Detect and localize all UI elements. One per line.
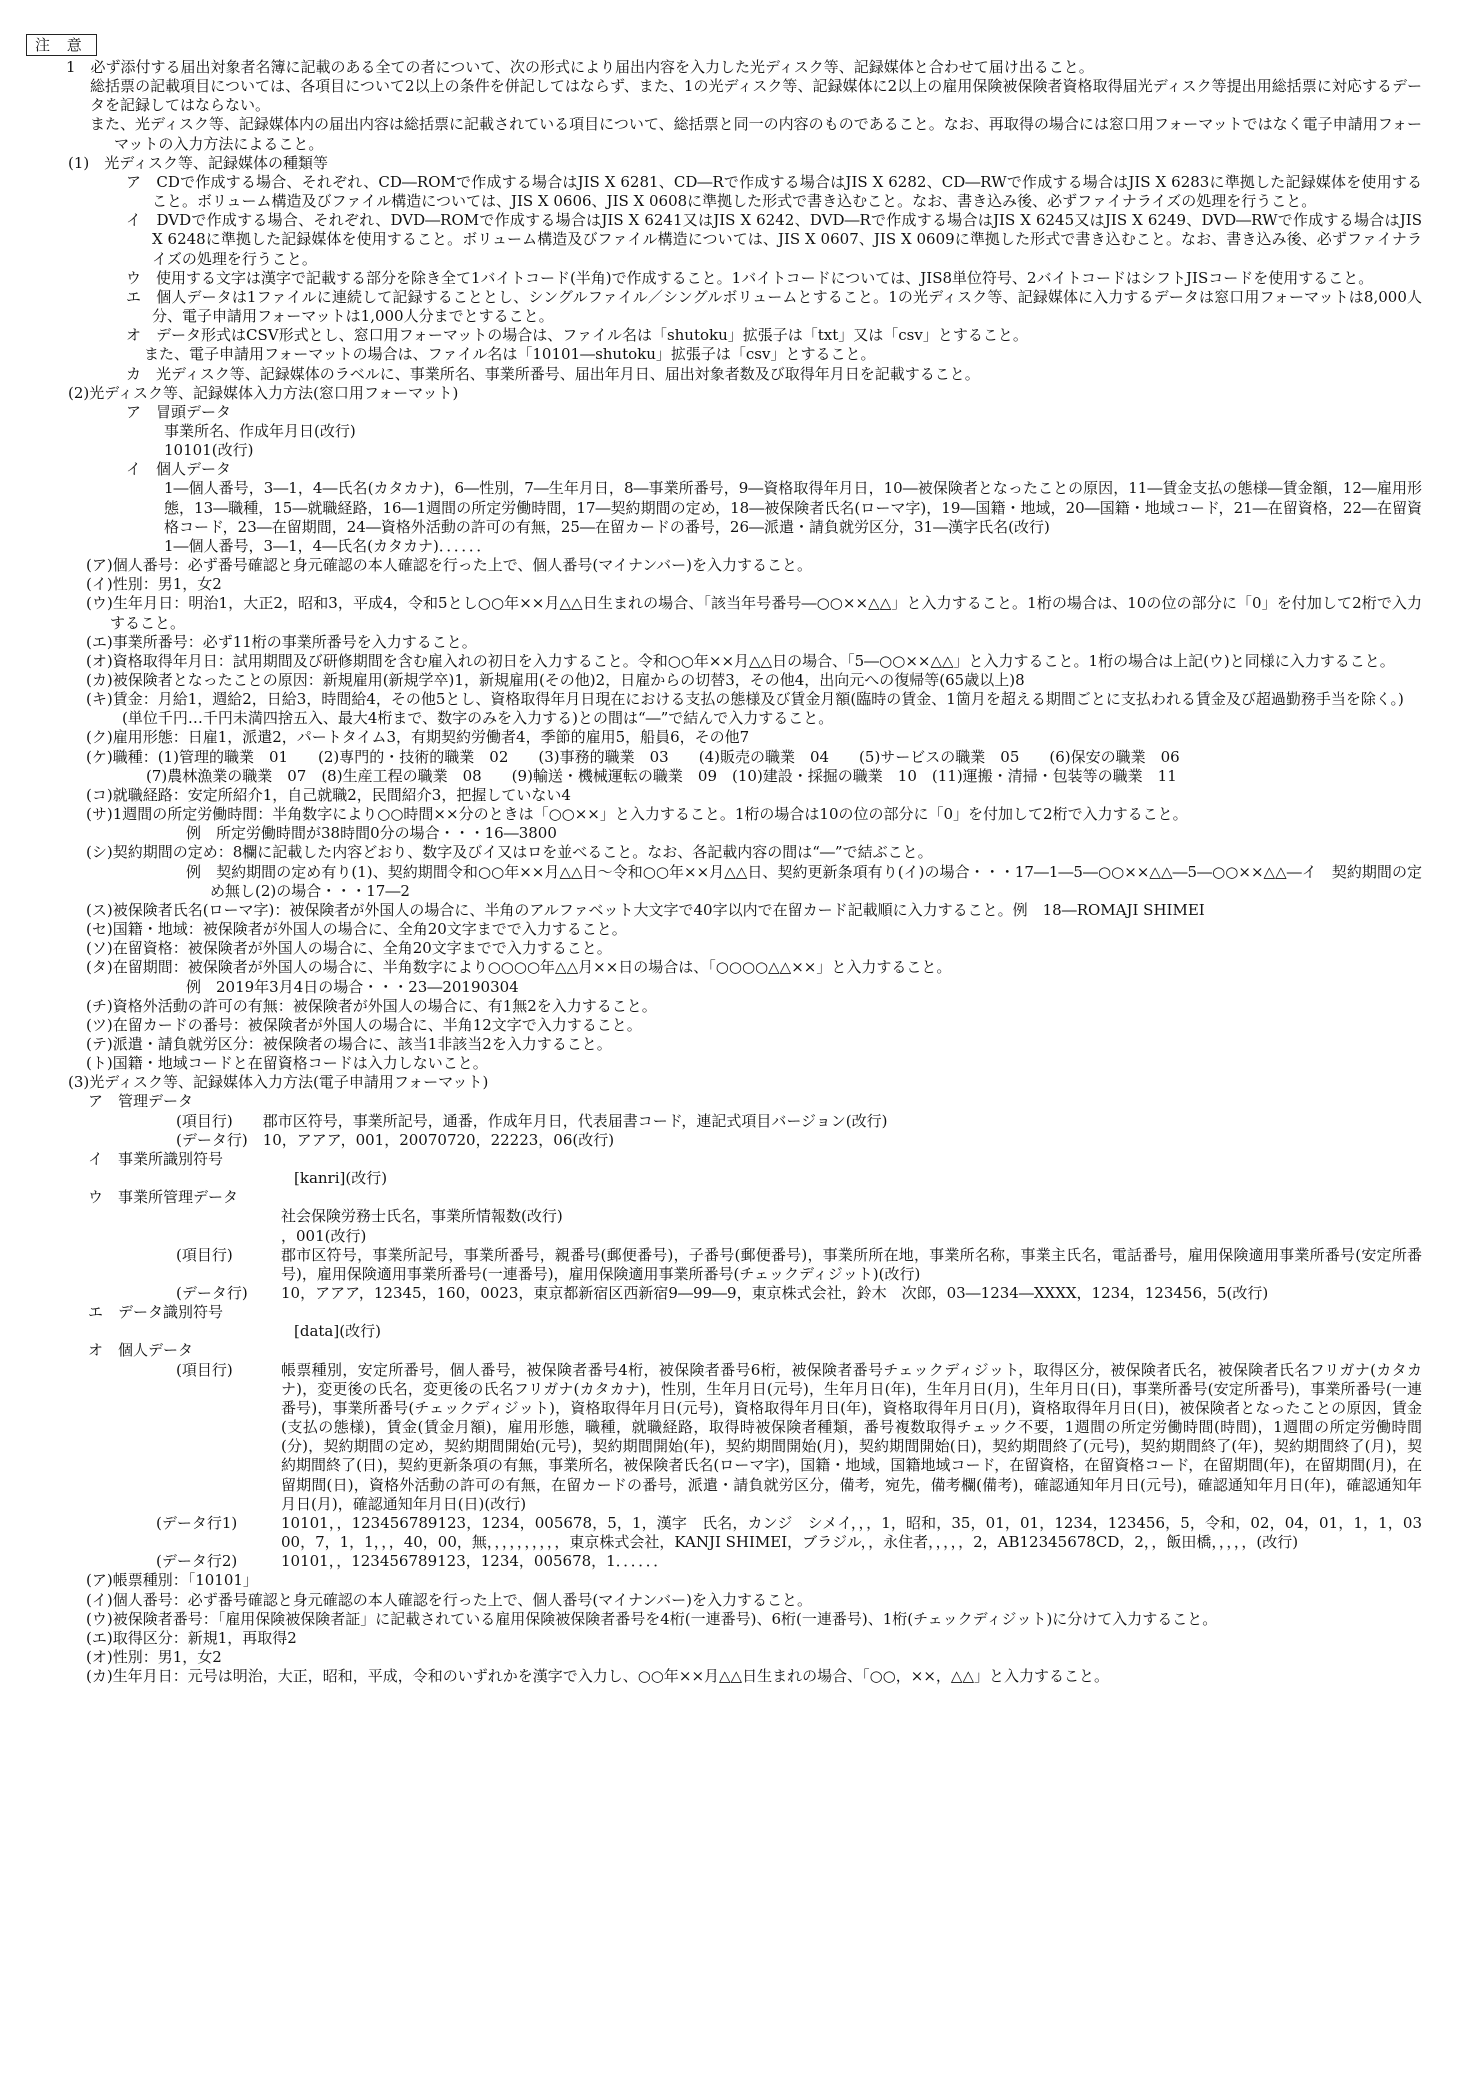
notice-line: (ア)個人番号：必ず番号確認と身元確認の本人確認を行った上で、個人番号(マイナンバー)を入力すること。: [86, 556, 813, 575]
row-label: (データ行1): [156, 1513, 238, 1532]
notice-line: 例 所定労働時間が38時間0分の場合・・・16―3800: [186, 824, 557, 843]
notice-line: (シ)契約期間の定め：8欄に記載した内容どおり、数字及びイ又はロを並べること。なお、各記載内容の間は“―”で結ぶこと。: [86, 843, 933, 862]
notice-line: (ウ)生年月日：明治1，大正2，昭和3，平成4，令和5とし○○年××月△△日生まれの場合、「該当年号番号―○○××△△」と入力すること。1桁の場合は、10の位の部分に「0」を付加して2桁で入力すること。: [86, 594, 1422, 632]
notice-line: (ケ)職種：(1)管理的職業 01 (2)専門的・技術的職業 02 (3)事務的職業 03 (4)販売の職業 04 (5)サービスの職業 05 (6)保安の職業 06: [86, 747, 1180, 766]
notice-body: [26, 58, 1436, 1686]
notice-document: [26, 34, 1436, 1686]
notice-line: (オ)資格取得年月日：試用期間及び研修期間を含む雇入れの初日を入力すること。令和○○年××月△△日の場合、「5―○○××△△」と入力すること。1桁の場合は上記(ウ)と同様に入力すること。: [86, 651, 1395, 670]
notice-line: [kanri](改行): [294, 1169, 388, 1188]
notice-line: (タ)在留期間：被保険者が外国人の場合に、半角数字により○○○○年△△月××日の場合は、「○○○○△△××」と入力すること。: [86, 958, 952, 977]
notice-line: ア 管理データ: [88, 1092, 194, 1111]
notice-line: (サ)1週間の所定労働時間：半角数字により○○時間××分のときは「○○××」と入力すること。1桁の場合は10の位の部分に「0」を付加して2桁で入力すること。: [86, 805, 1188, 824]
notice-line: (セ)国籍・地域：被保険者が外国人の場合に、全角20文字までで入力すること。: [86, 920, 627, 939]
row-text: 郡市区符号，事業所記号，事業所番号，親番号(郵便番号)，子番号(郵便番号)，事業所所在地，事業所名称，事業主氏名，電話番号，雇用保険適用事業所番号(安定所番号)，雇用保険適用事業所番号(一連番号)，雇用保険適用事業所番号(チェックディジット)(改行): [281, 1245, 1422, 1283]
notice-line: 総括票の記載項目については、各項目について2以上の条件を併記してはならず、また、1の光ディスク等、記録媒体に2以上の雇用保険被保険者資格取得届光ディスク等提出用総括票に対応するデータを記録してはならない。: [90, 77, 1422, 115]
notice-line: エ データ識別符号: [88, 1303, 224, 1322]
notice-line: ア CDで作成する場合、それぞれ、CD―ROMで作成する場合はJIS X 6281、CD―Rで作成する場合はJIS X 6282、CD―RWで作成する場合はJIS X 6283に準拠した記録媒体を使用すること。ボリューム構造及びファイル構造については、JIS X 0606、JIS X 0608に準拠した形式で書き込むこと。なお、書き込み後、必ずファイナライズの処理を行うこと。: [126, 172, 1422, 211]
notice-line: [data](改行): [294, 1322, 381, 1341]
row-text: 10，アアア，12345，160，0023，東京都新宿区西新宿9―99―9，東京株式会社，鈴木 次郎，03―1234―XXXX，1234，123456，5(改行): [281, 1284, 1269, 1302]
notice-line: イ 事業所識別符号: [88, 1149, 224, 1168]
notice-line: (データ行) 10，アアア，001，20070720，22223，06(改行): [176, 1130, 615, 1149]
row-label: (データ行): [176, 1284, 248, 1302]
notice-line: (ク)雇用形態：日雇1，派遣2，パートタイム3，有期契約労働者4，季節的雇用5，船員6，その他7: [86, 728, 750, 747]
notice-line: ウ 使用する文字は漢字で記載する部分を除き全て1バイトコード(半角)で作成すること。1バイトコードについては、JIS8単位符号、2バイトコードはシフトJISコードを使用すること。: [126, 268, 1374, 287]
notice-line: (ウ)被保険者番号：「雇用保険被保険者証」に記載されている雇用保険被保険者番号を4桁(一連番号)、6桁(一連番号)、1桁(チェックディジット)に分けて入力すること。: [86, 1609, 1218, 1628]
notice-line: 事業所名、作成年月日(改行): [164, 421, 356, 440]
notice-line: (ツ)在留カードの番号：被保険者が外国人の場合に、半角12文字で入力すること。: [86, 1015, 642, 1034]
notice-line: (エ)取得区分：新規1，再取得2: [86, 1628, 297, 1647]
notice-line: 社会保険労務士氏名，事業所情報数(改行): [281, 1207, 563, 1226]
notice-line: 例 2019年3月4日の場合・・・23―20190304: [186, 977, 519, 996]
notice-line: エ 個人データは1ファイルに連続して記録することとし、シングルファイル／シングルボリュームとすること。1の光ディスク等、記録媒体に入力するデータは窓口用フォーマットは8,000人分、電子申請用フォーマットは1,000人分までとすること。: [126, 287, 1422, 326]
notice-line: イ DVDで作成する場合、それぞれ、DVD―ROMで作成する場合はJIS X 6241又はJIS X 6242、DVD―Rで作成する場合はJIS X 6245又はJIS X 6249、DVD―RWで作成する場合はJIS X 6248に準拠した記録媒体を使用すること。ボリューム構造及びファイル構造については、JIS X 0607、JIS X 0609に準拠した形式で書き込むこと。なお、書き込み後、必ずファイナライズの処理を行うこと。: [126, 211, 1427, 268]
notice-line: (3)光ディスク等、記録媒体入力方法(電子申請用フォーマット): [68, 1073, 489, 1092]
row-text: 帳票種別，安定所番号，個人番号，被保険者番号4桁，被保険者番号6桁，被保険者番号チェックディジット，取得区分，被保険者氏名，被保険者氏名フリガナ(カタカナ)，変更後の氏名，変更後の氏名フリガナ(カタカナ)，性別，生年月日(元号)，生年月日(年)，生年月日(月)，生年月日(日)，事業所番号(安定所番号)，事業所番号(一連番号)，事業所番号(チェックディジット)，資格取得年月日(元号)，資格取得年月日(年)，資格取得年月日(月)，資格取得年月日(日)，被保険者となったことの原因，賃金(支払の態様)，賃金(賃金月額)，雇用形態，職種，就職経路，取得時被保険者種類，番号複数取得チェック不要，1週間の所定労働時間(時間)，1週間の所定労働時間(分)，契約期間の定め，契約期間開始(元号)，契約期間開始(年)，契約期間開始(月)，契約期間開始(日)，契約期間終了(元号)，契約期間終了(年)，契約期間終了(月)，契約期間終了(日)，契約更新条項の有無，事業所名，被保険者氏名(ローマ字)，国籍・地域，国籍地域コード，在留資格，在留資格コード，在留期間(年)，在留期間(月)，在留期間(日)，資格外活動の許可の有無，在留カードの番号，派遣・請負就労区分，備考，宛先，備考欄(備考)，確認通知年月日(元号)，確認通知年月日(年)，確認通知年月日(月)，確認通知年月日(日)(改行): [281, 1360, 1422, 1513]
notice-line: (ス)被保険者氏名(ローマ字)：被保険者が外国人の場合に、半角のアルファベット大文字で40字以内で在留カード記載順に入力すること。例 18―ROMAJI SHIMEI: [86, 900, 1205, 919]
notice-line: ア 冒頭データ: [126, 402, 232, 421]
notice-line: ，001(改行): [281, 1226, 367, 1245]
notice-line: オ 個人データ: [88, 1341, 194, 1360]
notice-line: カ 光ディスク等、記録媒体のラベルに、事業所名、事業所番号、届出年月日、届出対象者数及び取得年月日を記載すること。: [126, 364, 980, 383]
notice-line: (カ)生年月日：元号は明治，大正，昭和，平成，令和のいずれかを漢字で入力し、○○年××月△△日生まれの場合、「○○，××，△△」と入力すること。: [86, 1667, 1109, 1686]
row-label: (項目行): [176, 1245, 233, 1264]
notice-line: (項目行) 郡市区符号，事業所記号，通番，作成年月日，代表届書コード，連記式項目バージョン(改行): [176, 1111, 888, 1130]
notice-line: (イ)性別：男1，女2: [86, 575, 222, 594]
notice-line: (ト)国籍・地域コードと在留資格コードは入力しないこと。: [86, 1054, 488, 1073]
notice-line: (2)光ディスク等、記録媒体入力方法(窓口用フォーマット): [68, 383, 459, 402]
labeled-line: [26, 1361, 1436, 1514]
row-text: 10101，，123456789123，1234，005678，5，1，漢字 氏名，カンジ シメイ，，，1，昭和，35，01，01，1234，123456，5，令和，02，04，01，1，1，0300，7，1，1，，，40，00，無，，，，，，，，，，東京株式会社，KANJI SHIMEI，ブラジル，，永住者，，，，，2，AB12345678CD，2，，飯田橋，，，，，(改行): [281, 1513, 1422, 1552]
notice-line: (ア)帳票種別：「10101」: [86, 1571, 258, 1590]
labeled-line: [26, 1552, 1436, 1571]
notice-line: (イ)個人番号：必ず番号確認と身元確認の本人確認を行った上で、個人番号(マイナンバー)を入力すること。: [86, 1590, 813, 1609]
notice-line: (単位千円…千円未満四捨五入、最大4桁まで、数字のみを入力する)との間は“―”で結んで入力すること。: [122, 709, 834, 728]
notice-line: 1―個人番号，3―1，4―氏名(カタカナ)．．．．．．: [164, 536, 492, 555]
notice-line: (エ)事業所番号：必ず11桁の事業所番号を入力すること。: [86, 632, 477, 651]
notice-line: オ データ形式はCSV形式とし、窓口用フォーマットの場合は、ファイル名は「shutoku」拡張子は「txt」又は「csv」とすること。: [126, 326, 1028, 345]
notice-line: (テ)派遣・請負就労区分：被保険者の場合に、該当1非該当2を入力すること。: [86, 1034, 612, 1053]
notice-line: (7)農林漁業の職業 07 (8)生産工程の職業 08 (9)輸送・機械運転の職業 09 (10)建設・採掘の職業 10 (11)運搬・清掃・包装等の職業 11: [146, 766, 1177, 785]
notice-line: (オ)性別：男1，女2: [86, 1647, 222, 1666]
notice-line: (チ)資格外活動の許可の有無：被保険者が外国人の場合に、有1無2を入力すること。: [86, 996, 657, 1015]
row-label: (データ行2): [156, 1552, 238, 1571]
notice-line: イ 個人データ: [126, 460, 232, 479]
notice-line: また、電子申請用フォーマットの場合は、ファイル名は「10101―shutoku」拡張子は「csv」とすること。: [144, 345, 876, 364]
notice-line: 例 契約期間の定め有り(1)、契約期間令和○○年××月△△日～令和○○年××月△△日、契約更新条項有り(イ)の場合・・・17―1―5―○○××△△―5―○○××△△―イ 契約期間の定め無し(2)の場合・・・17―2: [186, 862, 1422, 900]
row-label: (項目行): [176, 1360, 233, 1379]
notice-line: (キ)賃金：月給1，週給2，日給3，時間給4，その他5とし、資格取得年月日現在における支払の態様及び賃金月額(臨時の賃金、1箇月を超える期間ごとに支払われる賃金及び超過勤務手当を除く。): [86, 690, 1404, 709]
labeled-line: [26, 1246, 1436, 1284]
notice-line: 1―個人番号，3―1，4―氏名(カタカナ)，6―性別，7―生年月日，8―事業所番号，9―資格取得年月日，10―被保険者となったことの原因，11―賃金支払の態様―賃金額，12―雇用形態，13―職種，15―就職経路，16―1週間の所定労働時間，17―契約期間の定め，18―被保険者氏名(ローマ字)，19―国籍・地域，20―国籍・地域コード，21―在留資格，22―在留資格コード，23―在留期間，24―資格外活動の許可の有無，25―在留カードの番号，26―派遣・請負就労区分，31―漢字氏名(改行): [164, 479, 1422, 536]
labeled-line: [26, 1284, 1436, 1303]
notice-line: 1 必ず添付する届出対象者名簿に記載のある全ての者について、次の形式により届出内容を入力した光ディスク等、記録媒体と合わせて届け出ること。: [66, 58, 1094, 76]
notice-line: 10101(改行): [164, 441, 254, 460]
labeled-line: [26, 1514, 1436, 1552]
notice-line: また、光ディスク等、記録媒体内の届出内容は総括票に記載されている項目について、総括票と同一の内容のものであること。なお、再取得の場合には窓口用フォーマットではなく電子申請用フォーマットの入力方法によること。: [90, 115, 1422, 153]
notice-heading: 注 意: [26, 34, 97, 56]
row-text: 10101，，123456789123，1234，005678，1．．．．．．: [281, 1552, 669, 1571]
notice-line: (ソ)在留資格：被保険者が外国人の場合に、全角20文字までで入力すること。: [86, 939, 612, 958]
notice-line: (1) 光ディスク等、記録媒体の種類等: [68, 153, 329, 172]
notice-line: ウ 事業所管理データ: [88, 1188, 239, 1207]
notice-line: (カ)被保険者となったことの原因：新規雇用(新規学卒)1，新規雇用(その他)2，日雇からの切替3，その他4，出向元への復帰等(65歳以上)8: [86, 671, 1025, 689]
notice-line: (コ)就職経路：安定所紹介1，自己就職2，民間紹介3，把握していない4: [86, 785, 571, 804]
